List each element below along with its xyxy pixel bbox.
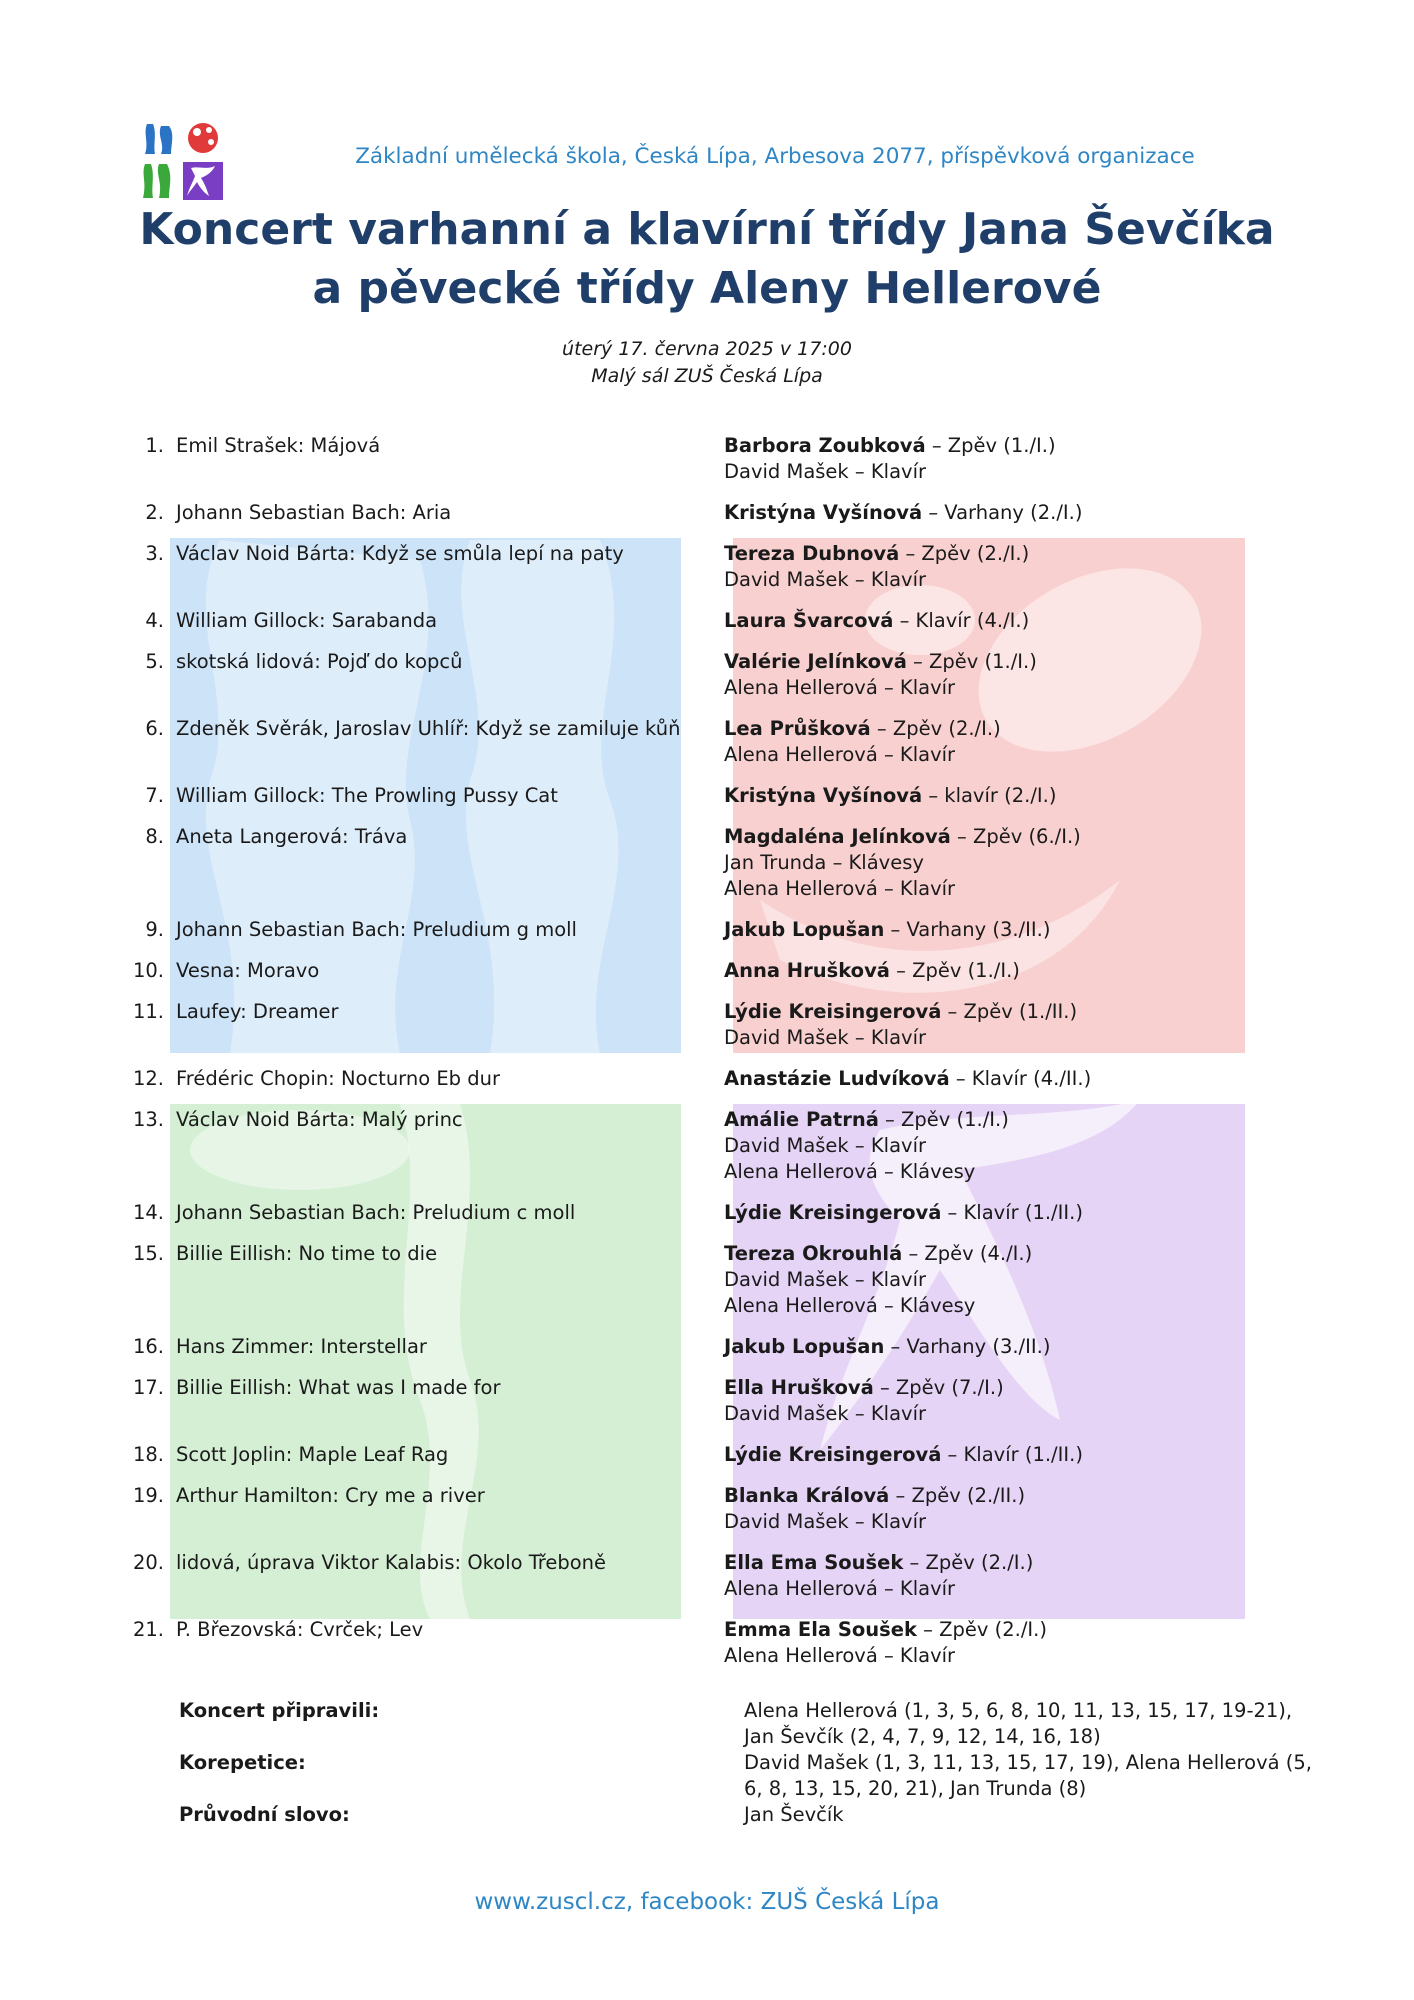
credit-value [744,1802,1329,1828]
program-item-performers [724,608,1276,634]
performer-role: Alena Hellerová – Klavír [724,1577,956,1600]
performer-line [724,1159,1276,1185]
performer-role: – Zpěv (1./I.) [889,959,1020,982]
program-item-performers [724,917,1276,943]
program-item [126,1066,1276,1092]
program-item-piece: Johann Sebastian Bach: Preludium c moll [176,1201,576,1224]
performer-role: Alena Hellerová – Klavír [724,743,956,766]
performer-role: – Varhany (3./II.) [884,918,1051,941]
performer-role: David Mašek – Klavír [724,460,926,483]
performer-role: – Zpěv (4./I.) [902,1242,1033,1265]
program-item-piece: Václav Noid Bárta: Když se smůla lepí na paty [176,542,624,565]
credit-value-line: Jan Ševčík [744,1803,844,1826]
performer-line [724,824,1276,850]
performer-role: – klavír (2./I.) [922,784,1057,807]
performer-line [724,876,1276,902]
program-item-number: 3. [145,542,164,565]
program-item-number: 20. [132,1551,164,1574]
performer-line [724,999,1276,1025]
performer-line [724,1643,1276,1669]
performer-role: – Klavír (1./II.) [941,1443,1083,1466]
performer-name: Barbora Zoubková [724,434,926,457]
program-item-number: 14. [132,1201,164,1224]
performer-role: – Varhany (2./I.) [922,501,1083,524]
program-item [126,1334,1276,1360]
program-item-performers [724,1375,1276,1427]
performer-line [724,1483,1276,1509]
program-item-performers [724,541,1276,593]
concert-title [0,200,1414,318]
performer-name: Kristýna Vyšínová [724,784,923,807]
program-item-number: 18. [132,1443,164,1466]
credit-row [179,1802,1329,1828]
performer-name: Amálie Patrná [724,1108,879,1131]
footer-links[interactable]: www.zuscl.cz, facebook: ZUŠ Česká Lípa [474,1889,940,1915]
performer-line [724,1133,1276,1159]
event-info [0,336,1414,390]
performer-line [724,1066,1276,1092]
program-item-piece: Hans Zimmer: Interstellar [176,1335,427,1358]
performer-line [724,1200,1276,1226]
performer-role: – Zpěv (1./II.) [941,1000,1078,1023]
program-item [126,500,1276,526]
performer-role: – Klavír (1./II.) [941,1201,1083,1224]
program-item [126,649,1276,701]
performer-name: Valérie Jelínková [724,650,907,673]
title-line-2: a pěvecké třídy Aleny Hellerové [312,263,1102,314]
program-item-number: 6. [145,717,164,740]
performer-line [724,541,1276,567]
program-item-number: 2. [145,501,164,524]
program-item-piece: Billie Eillish: What was I made for [176,1376,501,1399]
performer-name: Blanka Králová [724,1484,890,1507]
performer-role: Alena Hellerová – Klávesy [724,1294,976,1317]
performer-line [724,1107,1276,1133]
performer-line [724,1617,1276,1643]
program-item-performers [724,1200,1276,1226]
performer-line [724,1375,1276,1401]
performer-line [724,1025,1276,1051]
program-item [126,1550,1276,1602]
performer-line [724,459,1276,485]
program-item-number: 5. [145,650,164,673]
performer-line [724,567,1276,593]
program-item-piece: Frédéric Chopin: Nocturno Eb dur [176,1067,500,1090]
program-item-number: 7. [145,784,164,807]
performer-line [724,649,1276,675]
performer-line [724,433,1276,459]
program-item-piece: Laufey: Dreamer [176,1000,339,1023]
program-list [126,433,1276,1684]
program-item-performers [724,783,1276,809]
credit-value-line: 6, 8, 13, 15, 20, 21), Jan Trunda (8) [744,1777,1087,1800]
credit-row [179,1698,1329,1750]
performer-line [724,1550,1276,1576]
school-logo [141,120,223,200]
program-item-number: 19. [132,1484,164,1507]
performer-role: – Zpěv (1./I.) [878,1108,1009,1131]
event-date: úterý 17. června 2025 v 17:00 [562,338,852,360]
program-item-number: 4. [145,609,164,632]
program-item-piece: lidová, úprava Viktor Kalabis: Okolo Třeboně [176,1551,607,1574]
program-item [126,608,1276,634]
program-item-performers [724,824,1276,902]
performer-name: Lýdie Kreisingerová [724,1443,942,1466]
program-item-piece: Emil Strašek: Májová [176,434,381,457]
performer-line [724,742,1276,768]
performer-role: David Mašek – Klavír [724,1026,926,1049]
performer-role: – Klavír (4./II.) [949,1067,1092,1090]
program-item [126,1483,1276,1535]
performer-name: Anna Hrušková [724,959,890,982]
program-item-performers [724,1483,1276,1535]
program-item-performers [724,500,1276,526]
program-item-piece: Scott Joplin: Maple Leaf Rag [176,1443,449,1466]
program-item-number: 1. [145,434,164,457]
program-item-performers [724,649,1276,701]
school-name: Základní umělecká škola, Česká Lípa, Arbesova 2077, příspěvková organizace [355,144,1195,169]
program-item-piece: P. Březovská: Cvrček; Lev [176,1618,424,1641]
credit-row [179,1750,1329,1802]
performer-line [724,1334,1276,1360]
program-item-piece: William Gillock: The Prowling Pussy Cat [176,784,558,807]
program-item-piece: Vesna: Moravo [176,959,320,982]
performer-name: Anastázie Ludvíková [724,1067,950,1090]
credit-label: Koncert připravili: [179,1699,380,1722]
program-item-performers [724,1066,1276,1092]
program-item [126,716,1276,768]
program-item-number: 17. [132,1376,164,1399]
program-item-performers [724,1550,1276,1602]
program-item-number: 9. [145,918,164,941]
credit-label: Průvodní slovo: [179,1803,350,1826]
performer-role: David Mašek – Klavír [724,1510,926,1533]
performer-name: Kristýna Vyšínová [724,501,923,524]
performer-name: Jakub Lopušan [724,918,885,941]
event-venue: Malý sál ZUŠ Česká Lípa [591,365,823,387]
program-item [126,1442,1276,1468]
program-item-number: 15. [132,1242,164,1265]
performer-line [724,1293,1276,1319]
program-item-piece: Johann Sebastian Bach: Aria [176,501,452,524]
program-item [126,958,1276,984]
program-item [126,433,1276,485]
performer-role: – Varhany (3./II.) [884,1335,1051,1358]
title-line-1: Koncert varhanní a klavírní třídy Jana Ševčíka [139,204,1275,255]
program-item [126,1200,1276,1226]
credit-value-line: Jan Ševčík (2, 4, 7, 9, 12, 14, 16, 18) [744,1725,1101,1748]
performer-role: – Zpěv (2./I.) [916,1618,1047,1641]
performer-name: Tereza Okrouhlá [724,1242,903,1265]
performer-name: Tereza Dubnová [724,542,900,565]
program-item-performers [724,1442,1276,1468]
performer-line [724,1576,1276,1602]
program-item [126,1617,1276,1669]
program-item-performers [724,999,1276,1051]
performer-role: David Mašek – Klavír [724,1134,926,1157]
program-item-piece: Arthur Hamilton: Cry me a river [176,1484,485,1507]
performer-role: David Mašek – Klavír [724,1402,926,1425]
program-item-performers [724,716,1276,768]
credits-section [179,1698,1329,1828]
performer-role: Alena Hellerová – Klavír [724,1644,956,1667]
program-item [126,1241,1276,1319]
credit-value [744,1698,1329,1750]
program-item-performers [724,1334,1276,1360]
performer-role: Alena Hellerová – Klavír [724,877,956,900]
program-item-piece: Václav Noid Bárta: Malý princ [176,1108,463,1131]
program-item-number: 16. [132,1335,164,1358]
performer-role: – Zpěv (2./I.) [870,717,1001,740]
performer-name: Lýdie Kreisingerová [724,1000,942,1023]
performer-line [724,917,1276,943]
performer-line [724,1267,1276,1293]
performer-role: – Zpěv (2./II.) [889,1484,1026,1507]
performer-name: Jakub Lopušan [724,1335,885,1358]
program-item [126,824,1276,902]
performer-role: – Zpěv (1./I.) [925,434,1056,457]
performer-line [724,716,1276,742]
program-item-number: 12. [132,1067,164,1090]
performer-name: Lýdie Kreisingerová [724,1201,942,1224]
performer-line [724,500,1276,526]
credit-value-line: David Mašek (1, 3, 11, 13, 15, 17, 19), Alena Hellerová (5, [744,1751,1312,1774]
program-item [126,1107,1276,1185]
performer-role: – Zpěv (7./I.) [873,1376,1004,1399]
performer-role: – Zpěv (6./I.) [950,825,1081,848]
performer-line [724,958,1276,984]
performer-role: David Mašek – Klavír [724,1268,926,1291]
program-item-performers [724,1617,1276,1669]
credit-value [744,1750,1329,1802]
credit-value-line: Alena Hellerová (1, 3, 5, 6, 8, 10, 11, 13, 15, 17, 19-21), [744,1699,1293,1722]
program-item-piece: Zdeněk Svěrák, Jaroslav Uhlíř: Když se zamiluje kůň [176,717,681,740]
program-item-piece: Johann Sebastian Bach: Preludium g moll [176,918,577,941]
program-item-number: 13. [132,1108,164,1131]
program-item [126,999,1276,1051]
program-item-piece: Billie Eillish: No time to die [176,1242,438,1265]
program-item-piece: Aneta Langerová: Tráva [176,825,408,848]
performer-role: Jan Trunda – Klávesy [724,851,924,874]
program-item [126,917,1276,943]
performer-line [724,1401,1276,1427]
performer-role: – Zpěv (2./I.) [903,1551,1034,1574]
performer-name: Ella Hrušková [724,1376,874,1399]
performer-role: David Mašek – Klavír [724,568,926,591]
credit-label: Korepetice: [179,1751,306,1774]
performer-line [724,608,1276,634]
program-item-performers [724,1241,1276,1319]
program-item-number: 10. [132,959,164,982]
performer-line [724,1241,1276,1267]
performer-line [724,675,1276,701]
performer-role: – Zpěv (2./I.) [899,542,1030,565]
performer-line [724,850,1276,876]
performer-name: Ella Ema Soušek [724,1551,904,1574]
program-item-performers [724,1107,1276,1185]
program-item-performers [724,958,1276,984]
performer-line [724,1442,1276,1468]
performer-line [724,1509,1276,1535]
program-item-piece: William Gillock: Sarabanda [176,609,438,632]
performer-role: – Zpěv (1./I.) [906,650,1037,673]
program-item-number: 8. [145,825,164,848]
performer-name: Magdaléna Jelínková [724,825,951,848]
performer-role: – Klavír (4./I.) [893,609,1030,632]
performer-role: Alena Hellerová – Klavír [724,676,956,699]
performer-line [724,783,1276,809]
performer-name: Laura Švarcová [724,609,894,632]
program-item-number: 11. [132,1000,164,1023]
performer-name: Lea Průšková [724,717,871,740]
program-item [126,1375,1276,1427]
performer-name: Emma Ela Soušek [724,1618,917,1641]
program-item-piece: skotská lidová: Pojď do kopců [176,650,463,673]
program-item-performers [724,433,1276,485]
program-item [126,541,1276,593]
program-item-number: 21. [132,1618,164,1641]
program-item [126,783,1276,809]
performer-role: Alena Hellerová – Klávesy [724,1160,976,1183]
